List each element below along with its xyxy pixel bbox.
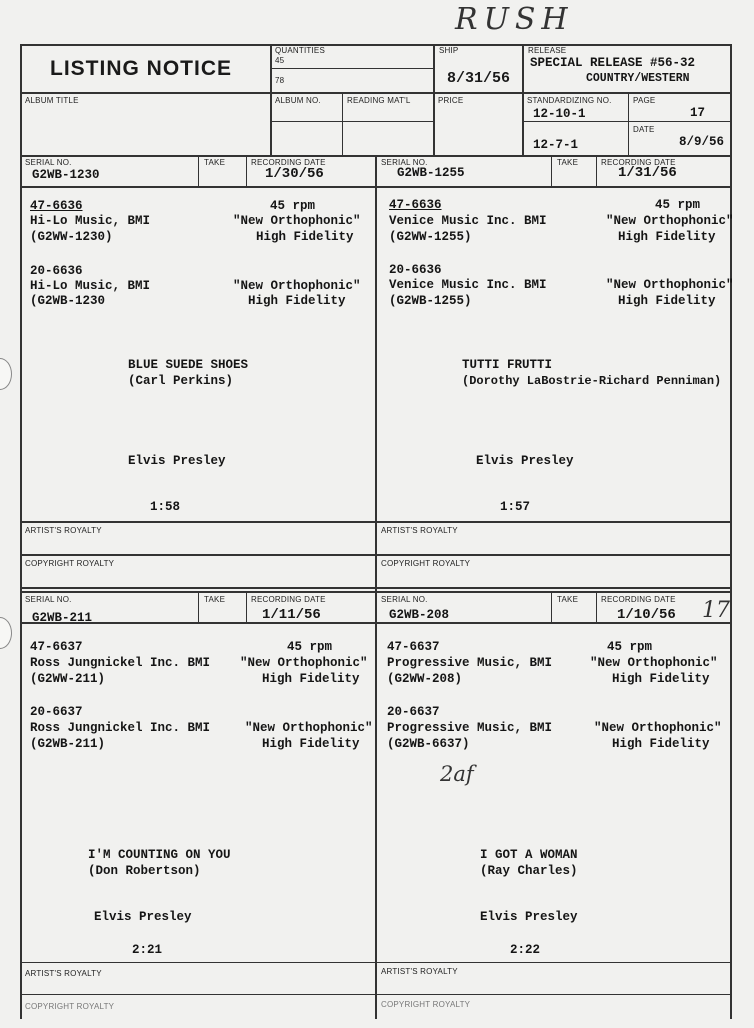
catalog-45-4: 47-6637	[387, 640, 440, 654]
qty-divider	[270, 68, 433, 69]
artist-name-4: Elvis Presley	[480, 910, 578, 924]
orthophonic-78-3: "New Orthophonic"	[245, 721, 373, 735]
copyright-royalty-label-2: COPYRIGHT ROYALTY	[381, 559, 471, 568]
release-label: RELEASE	[528, 46, 567, 55]
take-divider-2	[551, 155, 552, 186]
section-1-bottom	[20, 587, 732, 589]
song-title-2: TUTTI FRUTTI	[462, 358, 553, 372]
running-time-3: 2:21	[132, 943, 163, 957]
catalog-78-1: 20-6636	[30, 264, 83, 278]
orthophonic-78-4: "New Orthophonic"	[594, 721, 722, 735]
copyright-royalty-label-1: COPYRIGHT ROYALTY	[25, 559, 115, 568]
song-writer-3: (Don Robertson)	[88, 864, 201, 878]
take-label-2: TAKE	[557, 158, 579, 167]
take-divider-1	[198, 155, 199, 186]
take-label-1: TAKE	[204, 158, 226, 167]
header-top-border	[20, 44, 732, 46]
code-78-3: (G2WB-211)	[30, 737, 106, 751]
header-vline-1	[270, 44, 272, 155]
serial-value-3: G2WB-211	[32, 611, 93, 625]
punch-hole-1	[0, 358, 12, 390]
release-line-1: SPECIAL RELEASE #56-32	[530, 56, 696, 70]
artist-name-1: Elvis Presley	[128, 454, 226, 468]
standardizing-no-2: 12-7-1	[533, 138, 579, 152]
publisher-45-2: Venice Music Inc. BMI	[389, 214, 547, 228]
recording-date-1: 1/30/56	[265, 166, 324, 182]
recording-date-label-3: RECORDING DATE	[251, 595, 326, 604]
hifi-78-3: High Fidelity	[262, 737, 360, 751]
hifi-45-1: High Fidelity	[256, 230, 354, 244]
serial-value-1: G2WB-1230	[32, 168, 100, 182]
song-writer-1: (Carl Perkins)	[128, 374, 234, 388]
code-45-4: (G2WW-208)	[387, 672, 463, 686]
publisher-45-1: Hi-Lo Music, BMI	[30, 214, 151, 228]
copyright-royalty-top-2	[20, 994, 732, 995]
standardizing-no-1: 12-10-1	[533, 107, 586, 121]
running-time-2: 1:57	[500, 500, 531, 514]
running-time-4: 2:22	[510, 943, 541, 957]
take-divider-4	[551, 591, 552, 622]
rpm-1: 45 rpm	[270, 199, 316, 213]
publisher-45-4: Progressive Music, BMI	[387, 656, 553, 670]
serial-value-2: G2WB-1255	[397, 166, 465, 180]
hifi-78-1: High Fidelity	[248, 294, 346, 308]
reading-matl-label: READING MAT'L	[347, 96, 411, 105]
catalog-45-3: 47-6637	[30, 640, 83, 654]
left-page-border	[20, 44, 22, 1019]
artist-name-3: Elvis Presley	[94, 910, 192, 924]
release-line-2: COUNTRY/WESTERN	[586, 72, 690, 85]
header-vline-5	[628, 92, 629, 155]
catalog-78-3: 20-6637	[30, 705, 83, 719]
album-divider	[270, 121, 433, 122]
artist-name-2: Elvis Presley	[476, 454, 574, 468]
handwritten-2af: 2af	[440, 762, 474, 786]
rpm-3: 45 rpm	[287, 640, 333, 654]
song-title-3: I'M COUNTING ON YOU	[88, 848, 231, 862]
orthophonic-45-2: "New Orthophonic"	[606, 214, 734, 228]
quantity-45: 45	[275, 56, 285, 65]
price-label: PRICE	[438, 96, 464, 105]
header-vline-3	[433, 44, 435, 155]
handwritten-17: 17	[702, 598, 730, 623]
song-writer-4: (Ray Charles)	[480, 864, 578, 878]
recdate-divider-4	[596, 591, 597, 622]
hifi-45-2: High Fidelity	[618, 230, 716, 244]
page-number: 17	[690, 106, 706, 120]
copyright-royalty-label-3: COPYRIGHT ROYALTY	[25, 1002, 115, 1011]
recdate-divider-2	[596, 155, 597, 186]
code-45-3: (G2WW-211)	[30, 672, 106, 686]
recdate-divider-1	[246, 155, 247, 186]
header-vline-4	[522, 44, 524, 155]
song-title-4: I GOT A WOMAN	[480, 848, 578, 862]
code-45-2: (G2WW-1255)	[389, 230, 472, 244]
take-divider-3	[198, 591, 199, 622]
header-vline-2	[342, 92, 343, 155]
orthophonic-45-1: "New Orthophonic"	[233, 214, 361, 228]
artist-royalty-label-2: ARTIST'S ROYALTY	[381, 526, 458, 535]
hifi-78-2: High Fidelity	[618, 294, 716, 308]
hifi-45-4: High Fidelity	[612, 672, 710, 686]
artist-royalty-label-1: ARTIST'S ROYALTY	[25, 526, 102, 535]
form-title: LISTING NOTICE	[50, 57, 232, 80]
serial-label-4: SERIAL NO.	[381, 595, 428, 604]
ship-date: 8/31/56	[447, 70, 511, 87]
recording-date-label-2: RECORDING DATE	[601, 158, 676, 167]
recdate-divider-3	[246, 591, 247, 622]
code-78-4: (G2WB-6637)	[387, 737, 470, 751]
code-78-1: (G2WB-1230	[30, 294, 106, 308]
standardizing-no-label: STANDARDIZING NO.	[527, 96, 612, 105]
page-label: PAGE	[633, 96, 656, 105]
orthophonic-45-3: "New Orthophonic"	[240, 656, 368, 670]
serial-label-2: SERIAL NO.	[381, 158, 428, 167]
running-time-1: 1:58	[150, 500, 181, 514]
album-no-label: ALBUM NO.	[275, 96, 321, 105]
serial-row-top-2	[20, 591, 732, 593]
take-label-4: TAKE	[557, 595, 579, 604]
recording-date-label-4: RECORDING DATE	[601, 595, 676, 604]
serial-value-4: G2WB-208	[389, 608, 450, 622]
date-label: DATE	[633, 125, 655, 134]
song-writer-2: (Dorothy LaBostrie-Richard Penniman)	[462, 374, 722, 388]
recording-date-label-1: RECORDING DATE	[251, 158, 326, 167]
serial-label-1: SERIAL NO.	[25, 158, 72, 167]
catalog-78-4: 20-6637	[387, 705, 440, 719]
publisher-78-1: Hi-Lo Music, BMI	[30, 279, 151, 293]
ship-label: SHIP	[439, 46, 459, 55]
album-title-label: ALBUM TITLE	[25, 96, 79, 105]
code-45-1: (G2WW-1230)	[30, 230, 113, 244]
serial-row-bottom-1	[20, 186, 732, 188]
punch-hole-2	[0, 617, 12, 649]
recording-date-4: 1/10/56	[617, 607, 676, 623]
publisher-78-4: Progressive Music, BMI	[387, 721, 553, 735]
serial-label-3: SERIAL NO.	[25, 595, 72, 604]
orthophonic-78-1: "New Orthophonic"	[233, 279, 361, 293]
copyright-royalty-label-4: COPYRIGHT ROYALTY	[381, 1000, 471, 1009]
song-title-1: BLUE SUEDE SHOES	[128, 358, 249, 372]
publisher-78-3: Ross Jungnickel Inc. BMI	[30, 721, 211, 735]
notice-date: 8/9/56	[679, 135, 725, 149]
code-78-2: (G2WB-1255)	[389, 294, 472, 308]
artist-royalty-top-1	[20, 521, 732, 523]
publisher-45-3: Ross Jungnickel Inc. BMI	[30, 656, 211, 670]
quantities-label: QUANTITIES	[275, 46, 326, 55]
hifi-45-3: High Fidelity	[262, 672, 360, 686]
rpm-2: 45 rpm	[655, 198, 701, 212]
hifi-78-4: High Fidelity	[612, 737, 710, 751]
serial-row-top-1	[20, 155, 732, 157]
catalog-78-2: 20-6636	[389, 263, 442, 277]
rpm-4: 45 rpm	[607, 640, 653, 654]
artist-royalty-label-3: ARTIST'S ROYALTY	[25, 969, 102, 978]
recording-date-3: 1/11/56	[262, 607, 321, 623]
right-page-border	[730, 44, 732, 1019]
handwritten-rush: RUSH	[455, 2, 574, 37]
copyright-royalty-top-1	[20, 554, 732, 556]
orthophonic-78-2: "New Orthophonic"	[606, 278, 734, 292]
quantity-78: 78	[275, 76, 285, 85]
header-album-row-border	[20, 92, 732, 94]
publisher-78-2: Venice Music Inc. BMI	[389, 278, 547, 292]
orthophonic-45-4: "New Orthophonic"	[590, 656, 718, 670]
recording-date-2: 1/31/56	[618, 165, 677, 181]
artist-royalty-top-2	[20, 962, 732, 963]
catalog-45-2: 47-6636	[389, 198, 442, 212]
artist-royalty-label-4: ARTIST'S ROYALTY	[381, 967, 458, 976]
take-label-3: TAKE	[204, 595, 226, 604]
catalog-45-1: 47-6636	[30, 199, 83, 213]
